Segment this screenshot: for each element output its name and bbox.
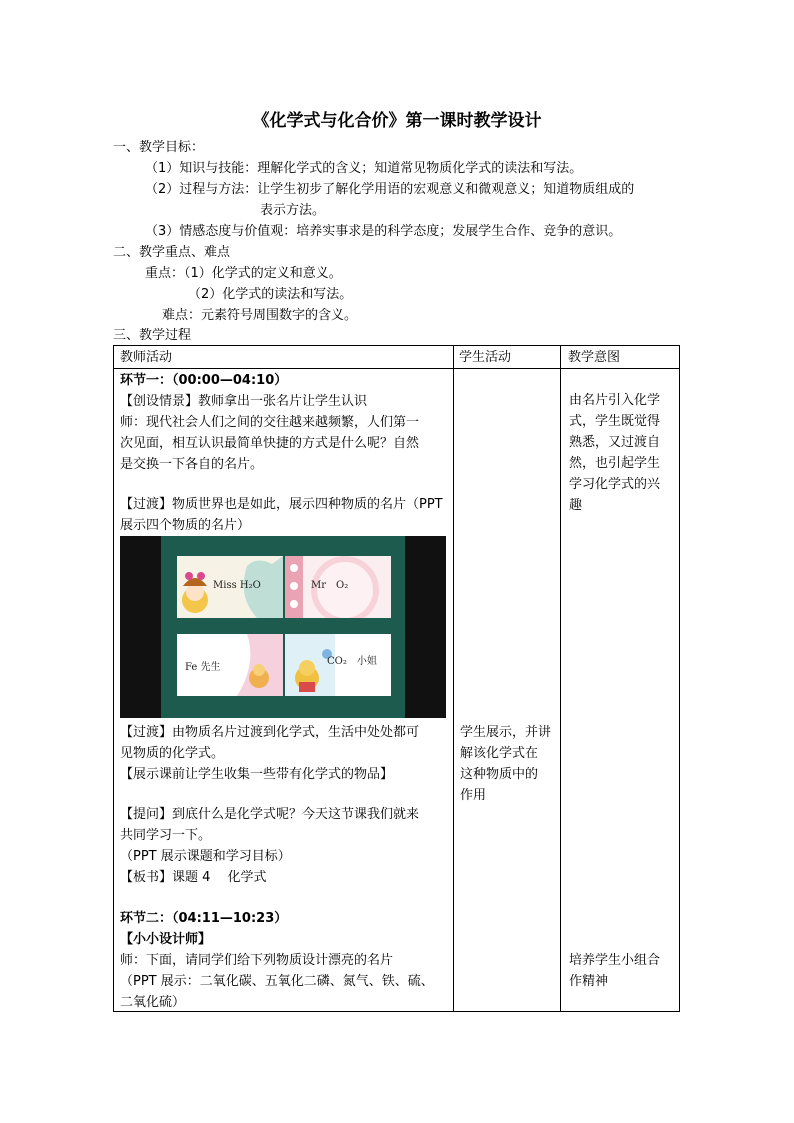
teacher-line: 【创设情景】教师拿出一张名片让学生认识	[120, 394, 368, 409]
teacher-line: 【展示课前让学生收集一些带有化学式的物品】	[120, 767, 394, 782]
card-water	[177, 556, 283, 618]
intent-line: 由名片引入化学	[569, 393, 661, 408]
teacher-line: 是交换一下各自的名片。	[120, 457, 264, 472]
teacher-line: 展示四个物质的名片）	[120, 518, 251, 533]
key-heading: 二、教学重点、难点	[113, 245, 231, 260]
goal-process: （2）过程与方法：让学生初步了解化学用语的宏观意义和微观意义；知道物质组成的	[145, 182, 635, 197]
teacher-line: 【过渡】由物质名片过渡到化学式，生活中处处都可	[120, 725, 420, 740]
teacher-line: 共同学习一下。	[120, 828, 212, 843]
step-1-heading: 环节一：（00:00—04:10）	[120, 373, 288, 388]
intent-line: 然，也引起学生	[569, 456, 661, 471]
teacher-line: （PPT 展示课题和学习目标）	[120, 849, 291, 864]
goal-knowledge: （1）知识与技能：理解化学式的含义；知道常见物质化学式的读法和写法。	[145, 161, 583, 176]
intent-line: 熟悉，又过渡自	[569, 435, 661, 450]
student-line: 学生展示，并讲	[460, 725, 552, 740]
teacher-line: 【过渡】物质世界也是如此，展示四种物质的名片（PPT	[120, 497, 443, 512]
intent-line: 学习化学式的兴	[569, 477, 661, 492]
goals-heading: 一、教学目标：	[113, 140, 205, 155]
key-point-1: 重点：（1）化学式的定义和意义。	[145, 266, 342, 281]
intent-line: 趣	[569, 498, 583, 513]
card-co2-label: CO₂ 小姐	[327, 656, 377, 667]
teacher-line: 【提问】到底什么是化学式呢？今天这节课我们就来	[120, 807, 420, 822]
goal-process-cont: 表示方法。	[260, 203, 326, 218]
header-divider	[114, 368, 679, 369]
teacher-line: 次见面，相互认识最简单快捷的方式是什么呢？自然	[120, 436, 420, 451]
header-teacher: 教师活动	[120, 350, 173, 365]
card-iron	[177, 634, 283, 696]
student-line: 解该化学式在	[460, 746, 539, 761]
intent-line: 式，学生既觉得	[569, 414, 661, 429]
teacher-line: 师：现代社会人们之间的交往越来越频繁，人们第一	[120, 415, 420, 430]
card-oxygen	[285, 556, 391, 618]
lesson-table	[113, 345, 680, 1012]
goal-attitude: （3）情感态度与价值观：培养实事求是的科学态度；发展学生合作、竞争的意识。	[145, 224, 622, 239]
teacher-line: （PPT 展示：二氧化碳、五氧化二磷、氮气、铁、硫、	[120, 974, 434, 989]
teacher-line: 【小小设计师】	[120, 932, 212, 947]
ppt-slide-image	[120, 536, 446, 718]
difficulty-point: 难点：元素符号周围数字的含义。	[162, 308, 358, 323]
card-water-label: Miss H₂O	[213, 580, 261, 591]
header-student: 学生活动	[459, 350, 512, 365]
teacher-line: 师：下面，请同学们给下列物质设计漂亮的名片	[120, 953, 394, 968]
key-point-2: （2）化学式的读法和写法。	[188, 287, 353, 302]
step-2-heading: 环节二：（04:11—10:23）	[120, 911, 288, 926]
column-divider	[453, 346, 454, 1011]
slide-background	[161, 536, 405, 718]
student-line: 这种物质中的	[460, 767, 539, 782]
intent-line: 培养学生小组合	[569, 953, 661, 968]
student-line: 作用	[460, 788, 487, 803]
card-oxygen-label: Mr O₂	[311, 580, 349, 591]
card-iron-label: Fe 先生	[185, 662, 221, 673]
card-co2	[285, 634, 391, 696]
teacher-line: 【板书】课题 4 化学式	[120, 870, 267, 885]
column-divider	[560, 346, 561, 1011]
page-title: 《化学式与化合价》第一课时教学设计	[252, 111, 542, 131]
teacher-line: 见物质的化学式。	[120, 746, 225, 761]
intent-line: 作精神	[569, 974, 609, 989]
header-intent: 教学意图	[568, 350, 621, 365]
process-heading: 三、教学过程	[113, 328, 192, 343]
teacher-line: 二氧化硫）	[120, 995, 186, 1010]
